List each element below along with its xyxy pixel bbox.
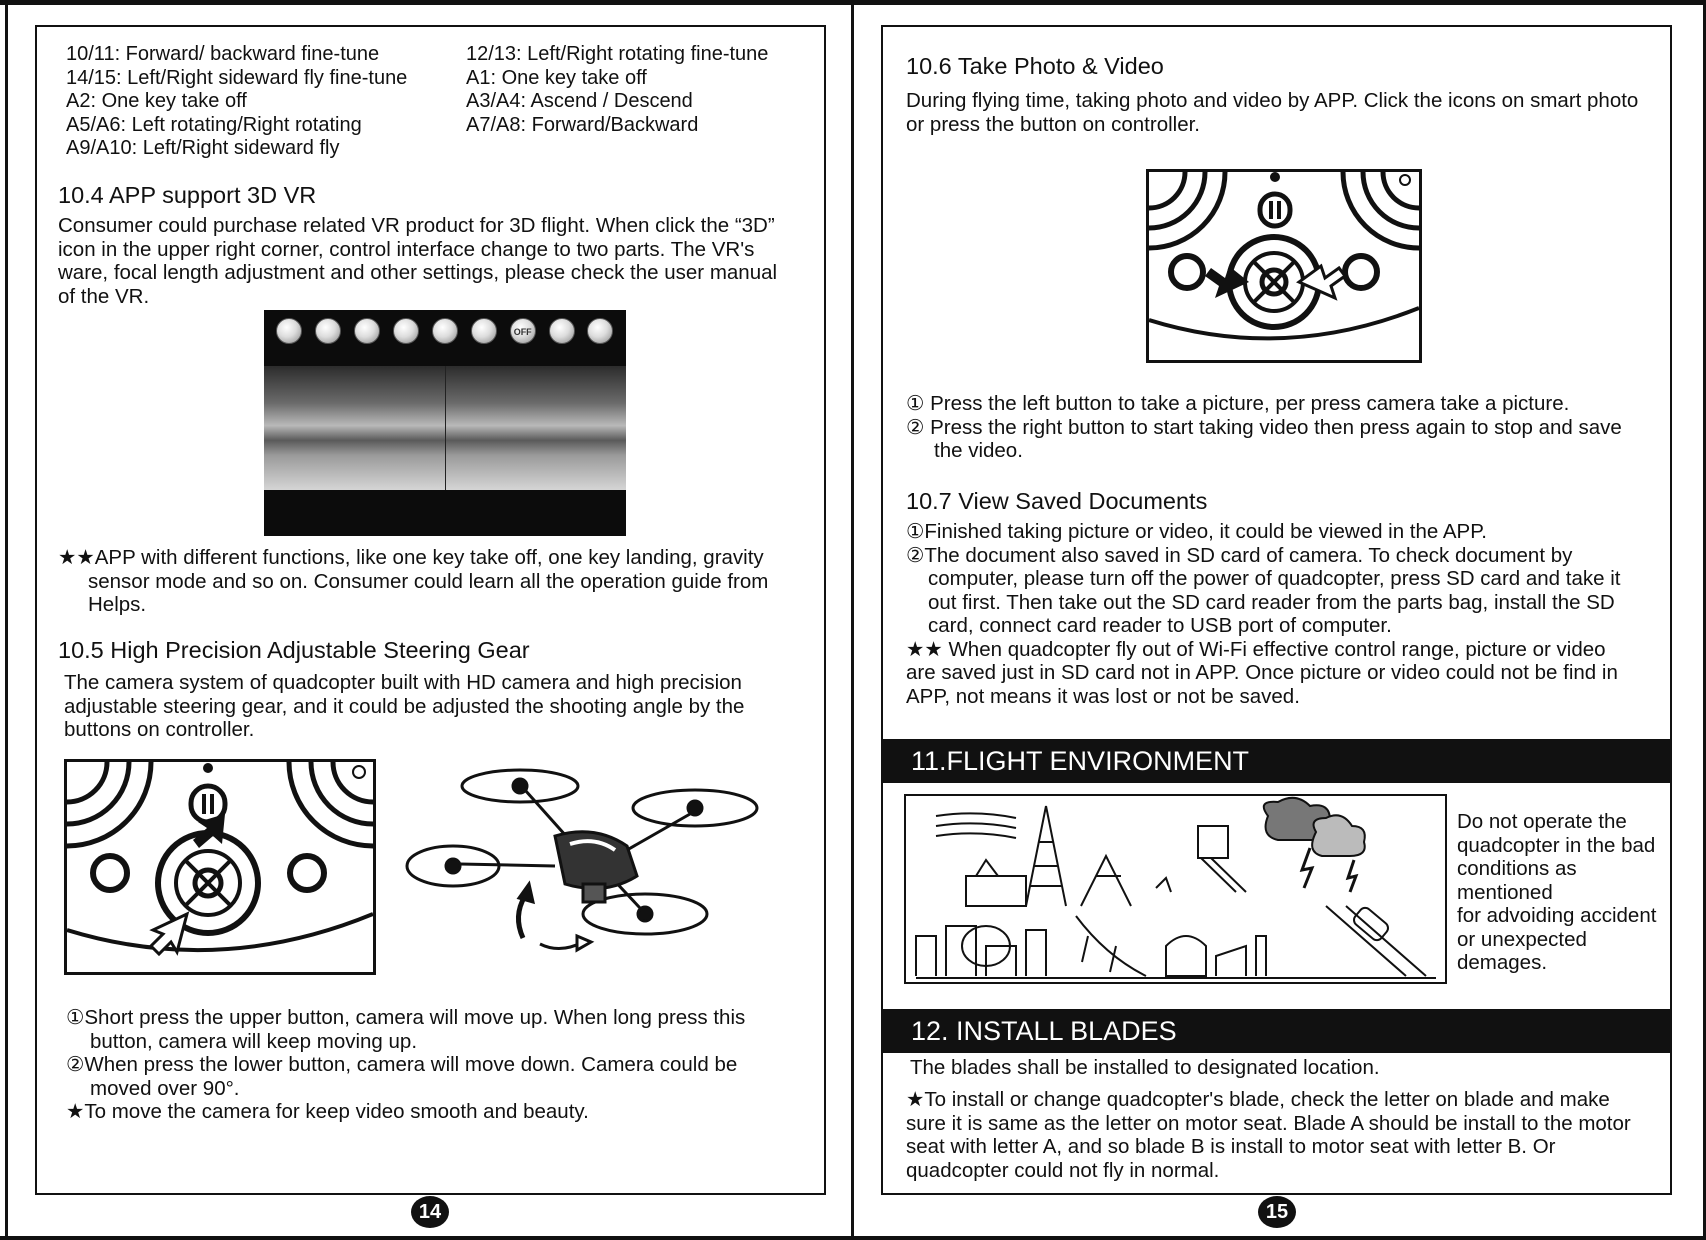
text-line: During flying time, taking photo and video by APP. Click the icons on smart photo	[906, 89, 1639, 112]
page-spine	[851, 0, 854, 1240]
text-line: ②When press the lower button, camera will move down. Camera could be	[66, 1053, 738, 1076]
flight-environment-warning	[1457, 810, 1667, 975]
section-heading-10-6: 10.6 Take Photo & Video	[906, 53, 1164, 79]
app-functions-note	[58, 546, 828, 617]
gravity-icon	[471, 318, 497, 344]
section-body-10-4	[58, 214, 828, 308]
text-line: sensor mode and so on. Consumer could learn all the operation guide from	[88, 569, 769, 593]
text-line: ware, focal length adjustment and other settings, please check the user manual	[58, 261, 778, 284]
text-line: conditions as	[1457, 857, 1577, 880]
vr-left-view	[264, 366, 445, 490]
section-banner-11: 11.FLIGHT ENVIRONMENT	[883, 739, 1670, 783]
text-line: or unexpected	[1457, 927, 1587, 951]
text-line: demages.	[1457, 951, 1548, 974]
vr-right-view	[445, 366, 626, 490]
control-item: A7/A8: Forward/Backward	[466, 113, 699, 136]
text-line: The camera system of quadcopter built with HD camera and high precision	[64, 671, 742, 694]
text-line: ②The document also saved in SD card of camera. To check document by	[906, 543, 1573, 567]
section-body-10-7	[906, 520, 1676, 708]
text-line: buttons on controller.	[64, 718, 255, 741]
text-line: are saved just in SD card not in APP. Once picture or video could not be find in	[906, 661, 1618, 684]
text-line: APP, not means it was lost or not be saved.	[906, 684, 1300, 708]
controller-camera-angle-diagram	[64, 759, 376, 975]
photo-video-steps	[906, 392, 1676, 463]
text-line: adjustable steering gear, and it could be adjusted the shooting angle by the	[64, 694, 745, 718]
text-line: or press the button on controller.	[906, 112, 1201, 136]
takeoff-icon	[276, 318, 302, 344]
text-line: for advoiding accident	[1457, 904, 1657, 927]
control-item: A1: One key take off	[466, 66, 647, 89]
headless-icon	[432, 318, 458, 344]
text-line: the video.	[934, 439, 1023, 462]
controller-photo-video-diagram	[1146, 169, 1422, 363]
text-line: computer, please turn off the power of quadcopter, press SD card and take it	[928, 567, 1621, 590]
gallery-icon	[393, 318, 419, 344]
speed-icon	[549, 318, 575, 344]
control-item: 14/15: Left/Right sideward fly fine-tune	[66, 66, 408, 89]
text-line: ①Short press the upper button, camera will move up. When long press this	[66, 1006, 746, 1029]
flight-environment-illustration	[904, 794, 1447, 984]
drone-illustration	[405, 756, 775, 966]
text-line: ★★ When quadcopter fly out of Wi-Fi effective control range, picture or video	[906, 637, 1606, 661]
text-line: ★★APP with different functions, like one key take off, one key landing, gravity	[58, 546, 764, 569]
section-heading-10-5: 10.5 High Precision Adjustable Steering Gear	[58, 637, 530, 663]
video-icon	[354, 318, 380, 344]
control-item: A3/A4: Ascend / Descend	[466, 90, 693, 112]
text-line: ①Finished taking picture or video, it could be viewed in the APP.	[906, 520, 1487, 543]
text-line: ★To install or change quadcopter's blade, check the letter on blade and make	[906, 1088, 1610, 1111]
text-line: button, camera will keep moving up.	[90, 1029, 418, 1053]
page-number-right: 15	[1258, 1196, 1296, 1228]
page-number-left: 14	[411, 1196, 449, 1228]
text-line: quadcopter in the bad	[1457, 833, 1656, 857]
install-blades-body	[906, 1088, 1676, 1182]
control-item: A5/A6: Left rotating/Right rotating	[66, 113, 362, 136]
section-body-10-5	[64, 671, 824, 742]
outer-border-left	[5, 0, 8, 1240]
text-line: ① Press the left button to take a picture, per press camera take a picture.	[906, 392, 1570, 415]
vr-off-icon: OFF	[510, 318, 536, 344]
control-key-list	[66, 43, 806, 161]
text-line: of the VR.	[58, 284, 150, 308]
camera-button-steps	[66, 1006, 826, 1124]
text-line: Do not operate the	[1457, 810, 1627, 833]
control-item: A9/A10: Left/Right sideward fly	[66, 137, 340, 159]
control-item	[466, 137, 806, 161]
text-line: moved over 90°.	[90, 1076, 240, 1100]
section-heading-10-4: 10.4 APP support 3D VR	[58, 182, 317, 208]
text-line: Helps.	[88, 593, 147, 616]
camera-icon	[315, 318, 341, 344]
control-item: 10/11: Forward/ backward fine-tune	[66, 43, 380, 65]
vr-toolbar	[264, 310, 626, 352]
text-line: card, connect card reader to USB port of computer.	[928, 614, 1392, 637]
text-line: ② Press the right button to start taking video then press again to stop and save	[906, 415, 1622, 439]
control-item: A2: One key take off	[66, 90, 247, 112]
text-line: out first. Then take out the SD card reader from the parts bag, install the SD	[928, 590, 1615, 614]
text-line: icon in the upper right corner, control interface change to two parts. The VR's	[58, 237, 755, 261]
section-banner-12: 12. INSTALL BLADES	[883, 1009, 1670, 1053]
text-line: ★To move the camera for keep video smooth and beauty.	[66, 1100, 589, 1123]
3d-icon	[587, 318, 613, 344]
text-line: sure it is same as the letter on motor seat. Blade A should be install to the motor	[906, 1111, 1631, 1135]
control-item: 12/13: Left/Right rotating fine-tune	[466, 43, 769, 65]
section-body-10-6	[906, 89, 1676, 136]
text-line: Consumer could purchase related VR product for 3D flight. When click the “3D”	[58, 214, 775, 237]
section-heading-10-7: 10.7 View Saved Documents	[906, 488, 1208, 514]
install-blades-intro: The blades shall be installed to designated location.	[910, 1056, 1380, 1079]
text-line: quadcopter could not fly in normal.	[906, 1158, 1220, 1182]
text-line: seat with letter A, and so blade B is install to motor seat with letter B. Or	[906, 1135, 1556, 1158]
text-line: mentioned	[1457, 880, 1553, 904]
vr-mode-screenshot	[264, 310, 626, 536]
